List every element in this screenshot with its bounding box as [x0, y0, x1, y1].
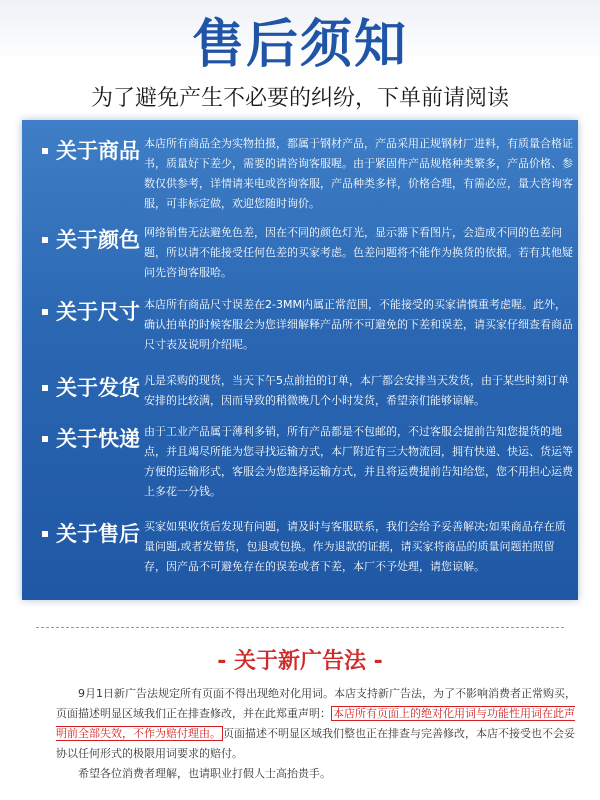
- ad-law-body: [56, 684, 576, 784]
- bullet-icon: [42, 436, 48, 442]
- ad-law-text-end: 页面描述不明显区域我们整也正在排查与完善修改，本店不接受也不会妥协以任何形式的极限用词要求的赔付。: [56, 727, 575, 760]
- section-title: 关于快递: [56, 427, 140, 451]
- section-title: 关于售后: [56, 522, 140, 546]
- after-sales-panel: [22, 120, 578, 600]
- ad-law-title: - 关于新广告法 -: [217, 649, 383, 674]
- section-title: 关于商品: [56, 139, 140, 163]
- section-title: 关于发货: [56, 376, 140, 400]
- ad-law-text-start: 9月1日新广告法规定所有页面不得出现绝对化用词。本店支持新广告法，为了不影响消费者正常购买，页面描述明显区域我们正在排查修改，并在此郑重声明：: [56, 687, 576, 720]
- section-body: 本店所有商品全为实物拍摄，都属于钢材产品，产品采用正规钢材厂进料，有质量合格证书，质量好下差少，需要的请咨询客服喔。由于紧固件产品规格种类繁多，产品价格、参数仅供参考，详情请来电或咨询客服，产品种类多样，价格合理，有需必应，量大咨询客服，可非标定做，欢迎您随时询价。: [144, 137, 573, 210]
- ad-law-highlight: 本店所有页面上的绝对化用词与功能性用词在此声明前全部失效，不作为赔付理由。: [56, 707, 575, 740]
- ad-law-paragraph-1: [56, 684, 576, 764]
- bullet-icon: [42, 309, 48, 315]
- section-body: 本店所有商品尺寸误差在2-3MM内属正常范围，不能接受的买家请慎重考虑喔。此外，确认拍单的时候客服会为您详细解释产品所不可避免的下差和误差，请买家仔细查看商品尺寸表及说明介绍呢。: [144, 298, 573, 351]
- bullet-icon: [42, 531, 48, 537]
- section-title: 关于颜色: [56, 228, 140, 252]
- section-body: 凡是采购的现货，当天下午5点前拍的订单，本厂都会安排当天发货，由于某些时刻订单安排的比较满，因而导致的稍微晚几个小时发货，希望亲们能够谅解。: [144, 374, 569, 407]
- dashed-divider: [36, 627, 564, 628]
- section-body: 网络销售无法避免色差，因在不同的颜色灯光，显示器下看图片，会造成不同的色差问题，所以请不能接受任何色差的买家考虑。色差问题将不能作为换货的依据。若有其他疑问先咨询客服哈。: [144, 226, 573, 279]
- bullet-icon: [42, 148, 48, 154]
- section-body: 买家如果收货后发现有问题，请及时与客服联系，我们会给予妥善解决;如果商品存在质量问题,或者发错货，包退或包换。作为退款的证据，请买家将商品的质量问题拍照留存，因产品不可避免存在的误差或者下差，本厂不予处理，请您谅解。: [144, 520, 566, 573]
- page-subtitle: 为了避免产生不必要的纠纷，下单前请阅读: [90, 86, 509, 111]
- bullet-icon: [42, 237, 48, 243]
- page-title: 售后须知: [191, 15, 408, 75]
- ad-law-paragraph-2: 希望各位消费者理解，也请职业打假人士高抬贵手。: [78, 767, 331, 780]
- section-body: 由于工业产品属于薄利多销，所有产品都是不包邮的，不过客服会提前告知您提货的地点，并且竭尽所能为您寻找运输方式，本厂附近有三大物流园，拥有快递、快运、货运等方便的运输形式，客服会为您选择运输方式，并且将运费提前告知给您，您不用担心运费上多花一分钱。: [144, 425, 573, 498]
- bullet-icon: [42, 385, 48, 391]
- section-title: 关于尺寸: [56, 300, 140, 324]
